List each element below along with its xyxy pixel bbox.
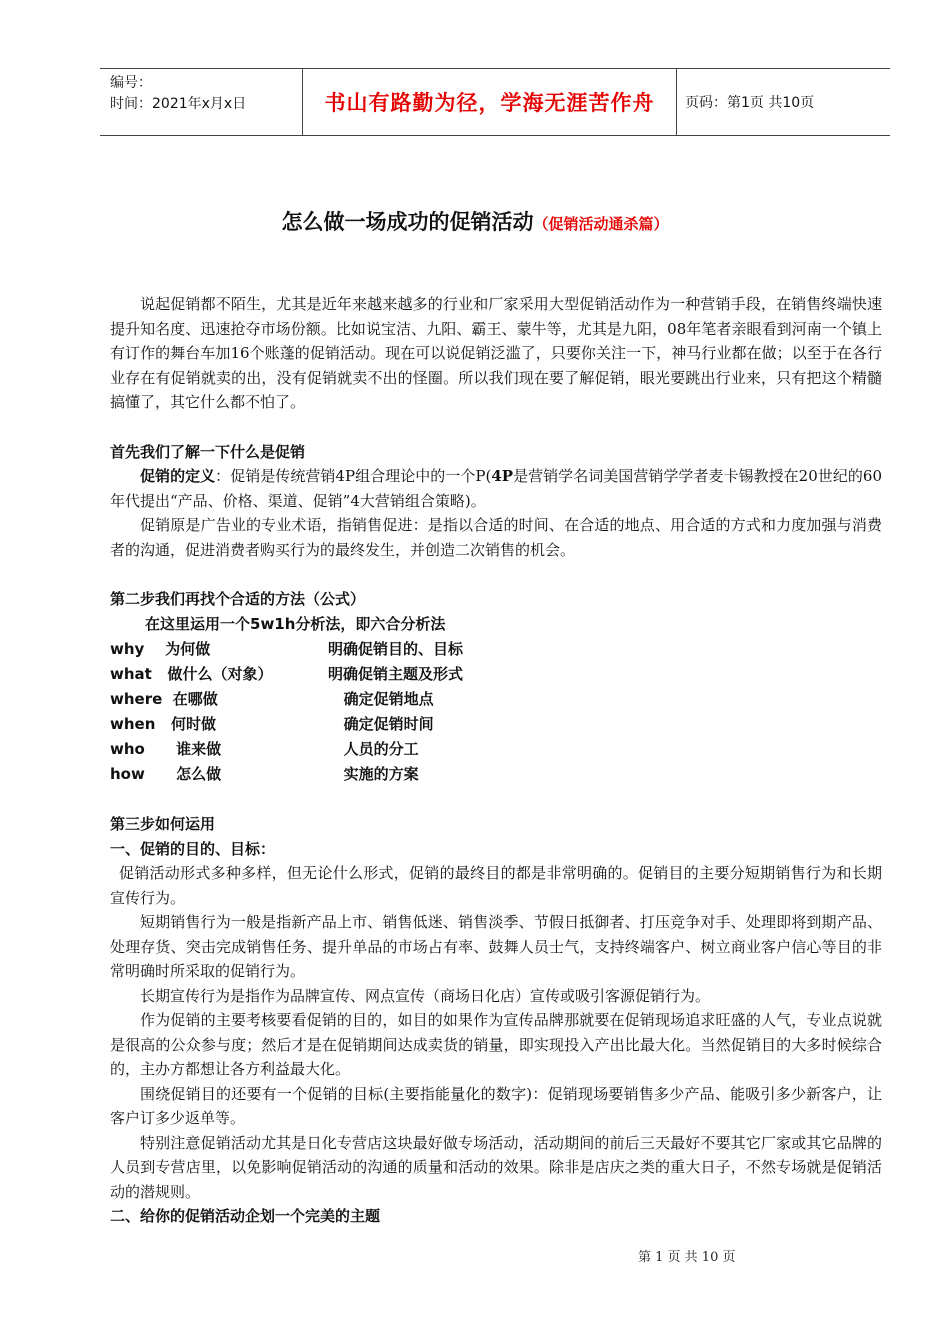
method-row [110,687,882,712]
method-row [110,712,882,737]
section1-heading: 首先我们了解一下什么是促销 [110,442,306,461]
section2-heading: 第二步我们再找个合适的方法（公式） [110,590,366,608]
section3-paragraph: 长期宣传行为是指作为品牌宣传、网点宣传（商场日化店）宣传或吸引客源促销行为。 [140,986,711,1005]
section1-paragraph2: 促销原是广告业的专业术语，指销售促进：是指以合适的时间、在合适的地点、用合适的方式和力度加强与消费者的沟通，促进消费者购买行为的最终发生，并创造二次销售的机会。 [110,516,882,559]
method-key: where 在哪做 [110,690,218,708]
page-footer: 第 1 页 共 10 页 [638,1250,736,1265]
method-key: why 为何做 [110,640,211,658]
method-value: 明确促销目的、目标 [328,640,464,658]
method-value: 实施的方案 [328,765,419,783]
method-row [110,662,882,687]
time-label: 时间：2021年x月x日 [110,96,247,112]
definition-label: 促销的定义 [140,467,216,485]
method-intro: 在这里运用一个5w1h分析法，即六合分析法 [145,615,446,633]
header-motto: 书山有路勤为径，学海无涯苦作舟 [302,69,677,135]
number-label: 编号： [110,75,152,91]
method-key: who 谁来做 [110,740,222,758]
section3-paragraph: 围绕促销目的还要有一个促销的目标(主要指能量化的数字)：促销现场要销售多少产品、能吸引多少新客户，让客户订多少返单等。 [110,1084,882,1127]
header-meta [100,69,302,135]
definition-rest: 是营销学名词美国营销学学者麦卡锡教授在20世纪的60年代提出“产品、价格、渠道、促销”4大营销组合策略)。 [110,467,882,510]
method-key: when 何时做 [110,715,217,733]
method-key: what 做什么（对象） [110,665,273,683]
section3-paragraph: 作为促销的主要考核要看促销的目的，如目的如果作为宣传品牌那就要在促销现场追求旺盛的人气，专业点说就是很高的公众参与度；然后才是在促销期间达成卖货的销量，即实现投入产出比最大化。当然促销目的大多时候综合的，主办方都想让各方利益最大化。 [110,1011,882,1078]
method-row [110,737,882,762]
method-value: 明确促销主题及形式 [328,665,464,683]
page-title [0,206,950,236]
section3-paragraph: 特别注意促销活动尤其是日化专营店这块最好做专场活动，活动期间的前后三天最好不要其它厂家或其它品牌的人员到专营店里，以免影响促销活动的沟通的质量和活动的效果。除非是店庆之类的重大日子，不然专场就是促销活动的潜规则。 [110,1133,882,1201]
title-main: 怎么做一场成功的促销活动 [281,209,534,234]
definition-paragraph [110,464,882,513]
definition-bold: 4P [491,467,514,485]
method-value: 人员的分工 [328,740,419,758]
definition-text: ：促销是传统营销4P组合理论中的一个P( [215,467,492,485]
section3-paragraph: 短期销售行为一般是指新产品上市、销售低迷、销售淡季、节假日抵御者、打压竞争对手、处理即将到期产品、处理存货、突击完成销售任务、提升单品的市场占有率、鼓舞人员士气，支持终端客户、树立商业客户信心等目的非常明确时所采取的促销行为。 [110,913,882,980]
method-section [110,587,882,787]
intro-paragraph: 说起促销都不陌生，尤其是近年来越来越多的行业和厂家采用大型促销活动作为一种营销手段，在销售终端快速提升知名度、迅速抢夺市场份额。比如说宝洁、九阳、霸王、蒙牛等，尤其是九阳，08年笔者亲眼看到河南一个镇上有订作的舞台车加16个账蓬的促销活动。现在可以说促销泛滥了，只要你关注一下，神马行业都在做；以至于在各行业存在有促销就卖的出，没有促销就卖不出的怪圈。所以我们现在要了解促销，眼光要跳出行业来，只有把这个精髓搞懂了，其它什么都不怕了。 [110,295,882,411]
section3-paragraph: 促销活动形式多种多样，但无论什么形式，促销的最终目的都是非常明确的。促销目的主要分短期销售行为和长期宣传行为。 [110,864,882,907]
method-value: 确定促销时间 [328,715,434,733]
section3-subheading-2: 二、给你的促销活动企划一个完美的主题 [110,1207,381,1225]
method-value: 确定促销地点 [328,690,434,708]
section3-heading: 第三步如何运用 [110,815,216,833]
section3-subheading-1: 一、促销的目的、目标： [110,839,276,858]
title-sub: （促销活动通杀篇） [533,215,669,233]
method-row [110,637,882,662]
document-header [100,68,890,136]
method-row [110,762,882,787]
document-body [110,292,882,1229]
header-page-code: 页码：第1页 共10页 [685,95,815,111]
method-key: how 怎么做 [110,765,222,783]
